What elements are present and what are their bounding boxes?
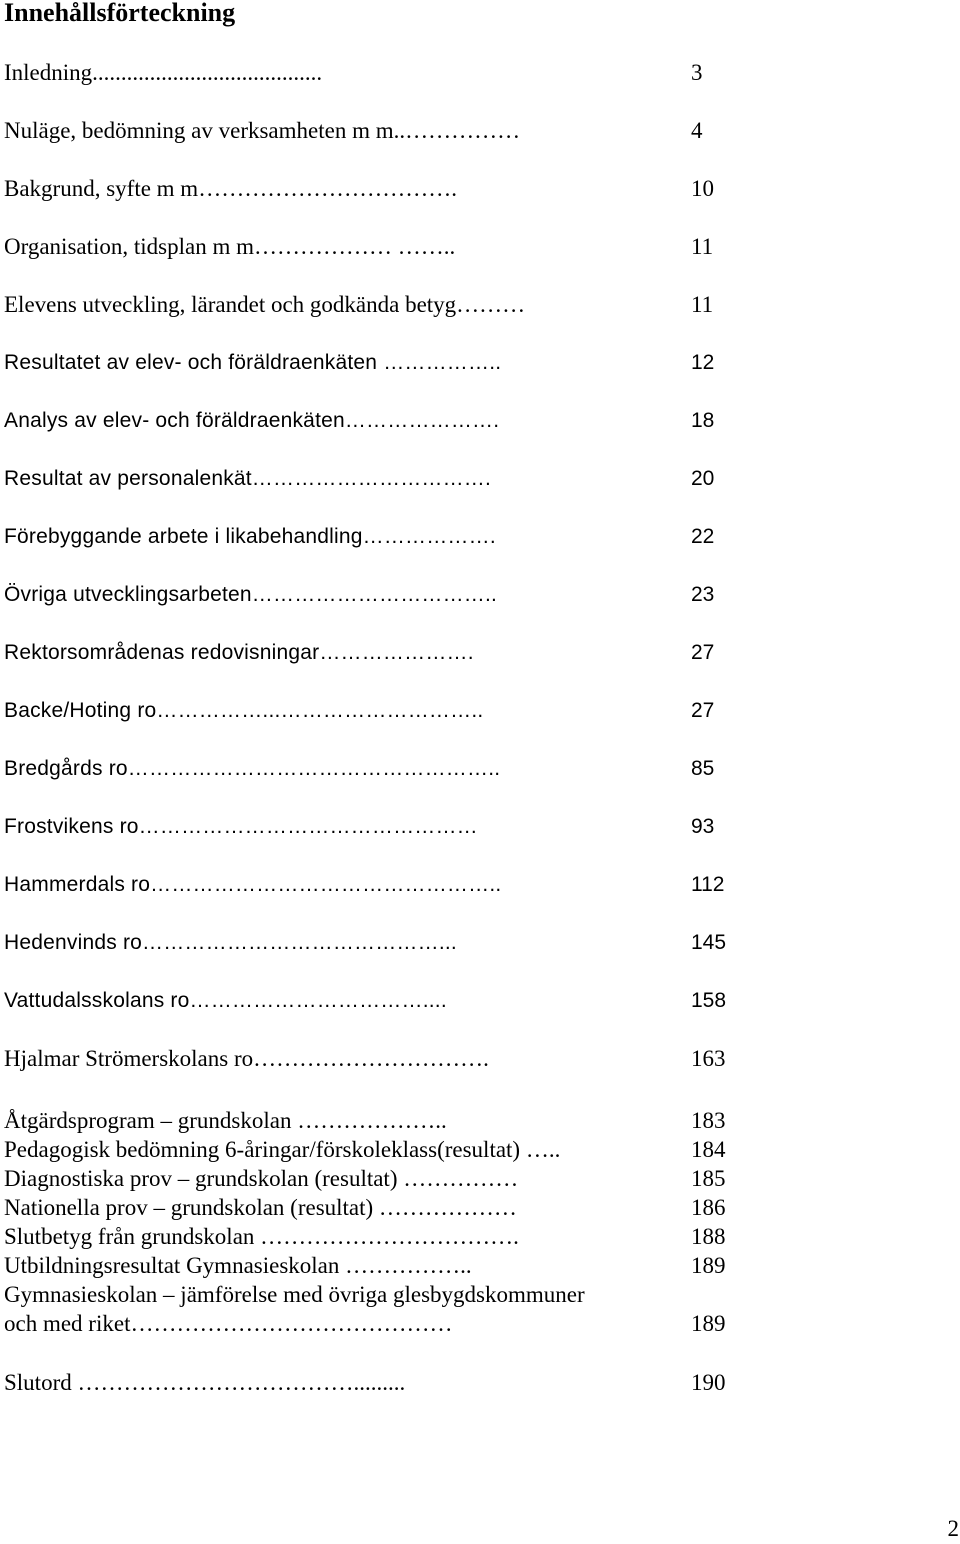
toc-entry-label: Slutbetyg från grundskolan ……………………………. [4,1224,519,1249]
toc-row [0,1309,960,1339]
toc-entry-label: Pedagogisk bedömning 6-åringar/förskoleklass(resultat) ….. [4,1137,561,1162]
toc-row [0,1280,960,1310]
toc-entry-page: 18 [691,409,715,432]
toc-row [0,1251,960,1281]
toc-row [0,1044,960,1074]
toc-entry-page: 188 [691,1224,726,1249]
toc-entry-label: Gymnasieskolan – jämförelse med övriga glesbygdskommuner [4,1282,585,1307]
toc-entry-label: Slutord ………………………………......... [4,1370,406,1395]
toc-entry-page: 3 [691,60,703,85]
toc-row [0,348,960,378]
toc-row [0,754,960,784]
toc-entry-page: 11 [691,292,714,317]
toc-entry-page: 27 [691,699,715,722]
toc-row [0,58,960,88]
toc-entry-label: Backe/Hoting ro……………...……………………….. [4,699,484,722]
toc-entry-page: 189 [691,1253,726,1278]
toc-entry-label: Inledning........................................ [4,60,323,85]
toc-entry-page: 20 [691,467,715,490]
toc-row [0,1106,960,1136]
toc-row [0,232,960,262]
toc-row [0,580,960,610]
toc-row [0,1164,960,1194]
toc-row [0,870,960,900]
toc-entry-label: Resultat av personalenkät……………………………. [4,467,492,490]
toc-entry-label: Resultatet av elev- och föräldraenkäten …………….. [4,351,502,374]
toc-entry-page: 158 [691,989,727,1012]
toc-entry-page: 11 [691,234,714,259]
toc-entry-label: Frostvikens ro………………………………………… [4,815,478,838]
toc-row [0,406,960,436]
toc-entry-label: Hjalmar Strömerskolans ro…………………………. [4,1046,489,1071]
toc-entry-page: 27 [691,641,715,664]
toc-entry-label: Nuläge, bedömning av verksamheten m m..…………… [4,118,521,143]
toc-row [0,1222,960,1252]
toc-row [0,696,960,726]
toc-row [0,812,960,842]
page-title: Innehållsförteckning [4,0,236,27]
toc-entry-page: 190 [691,1370,726,1395]
toc-entry-page: 145 [691,931,727,954]
toc-entry-page: 184 [691,1137,726,1162]
toc-entry-page: 163 [691,1046,726,1071]
toc-entry-label: Rektorsområdenas redovisningar…………………. [4,641,474,664]
toc-entry-page: 186 [691,1195,726,1220]
toc-row [0,116,960,146]
toc-entry-label: och med riket…………………………………… [4,1311,453,1336]
toc-row [0,522,960,552]
toc-entry-page: 23 [691,583,715,606]
toc-entry-page: 93 [691,815,715,838]
page-number: 2 [947,1516,959,1541]
toc-row [0,464,960,494]
toc-entry-page: 112 [691,873,725,896]
toc-entry-label: Förebyggande arbete i likabehandling………………. [4,525,496,548]
toc-entry-page: 10 [691,176,714,201]
toc-entry-label: Hammerdals ro………………………………………….. [4,873,502,896]
toc-entry-label: Diagnostiska prov – grundskolan (resultat) …………… [4,1166,519,1191]
toc-row [0,928,960,958]
toc-entry-label: Övriga utvecklingsarbeten…………………………….. [4,583,498,606]
toc-row [0,986,960,1016]
toc-entry-page: 189 [691,1311,726,1336]
toc-entry-label: Bredgårds ro…………………………………………….. [4,757,501,780]
toc-entry-page: 85 [691,757,715,780]
toc-row [0,174,960,204]
toc-entry-label: Åtgärdsprogram – grundskolan ……………….. [4,1108,447,1133]
toc-entry-page: 12 [691,351,715,374]
toc-row [0,1193,960,1223]
toc-entry-page: 22 [691,525,715,548]
toc-entry-label: Analys av elev- och föräldraenkäten…………………. [4,409,500,432]
toc-row [0,638,960,668]
toc-row [0,1368,960,1398]
toc-entry-label: Hedenvinds ro……………………………………... [4,931,457,954]
toc-entry-label: Organisation, tidsplan m m……………… …….. [4,234,456,259]
toc-entry-label: Nationella prov – grundskolan (resultat) ……………… [4,1195,517,1220]
toc-entry-label: Bakgrund, syfte m m……………………………. [4,176,457,201]
toc-entry-page: 185 [691,1166,726,1191]
toc-entry-page: 183 [691,1108,726,1133]
toc-entry-label: Utbildningsresultat Gymnasieskolan …………….. [4,1253,472,1278]
toc-entry-label: Vattudalsskolans ro…………………………….... [4,989,447,1012]
toc-row [0,1135,960,1165]
toc-entry-label: Elevens utveckling, lärandet och godkända betyg……… [4,292,526,317]
toc-entry-page: 4 [691,118,703,143]
toc-row [0,290,960,320]
